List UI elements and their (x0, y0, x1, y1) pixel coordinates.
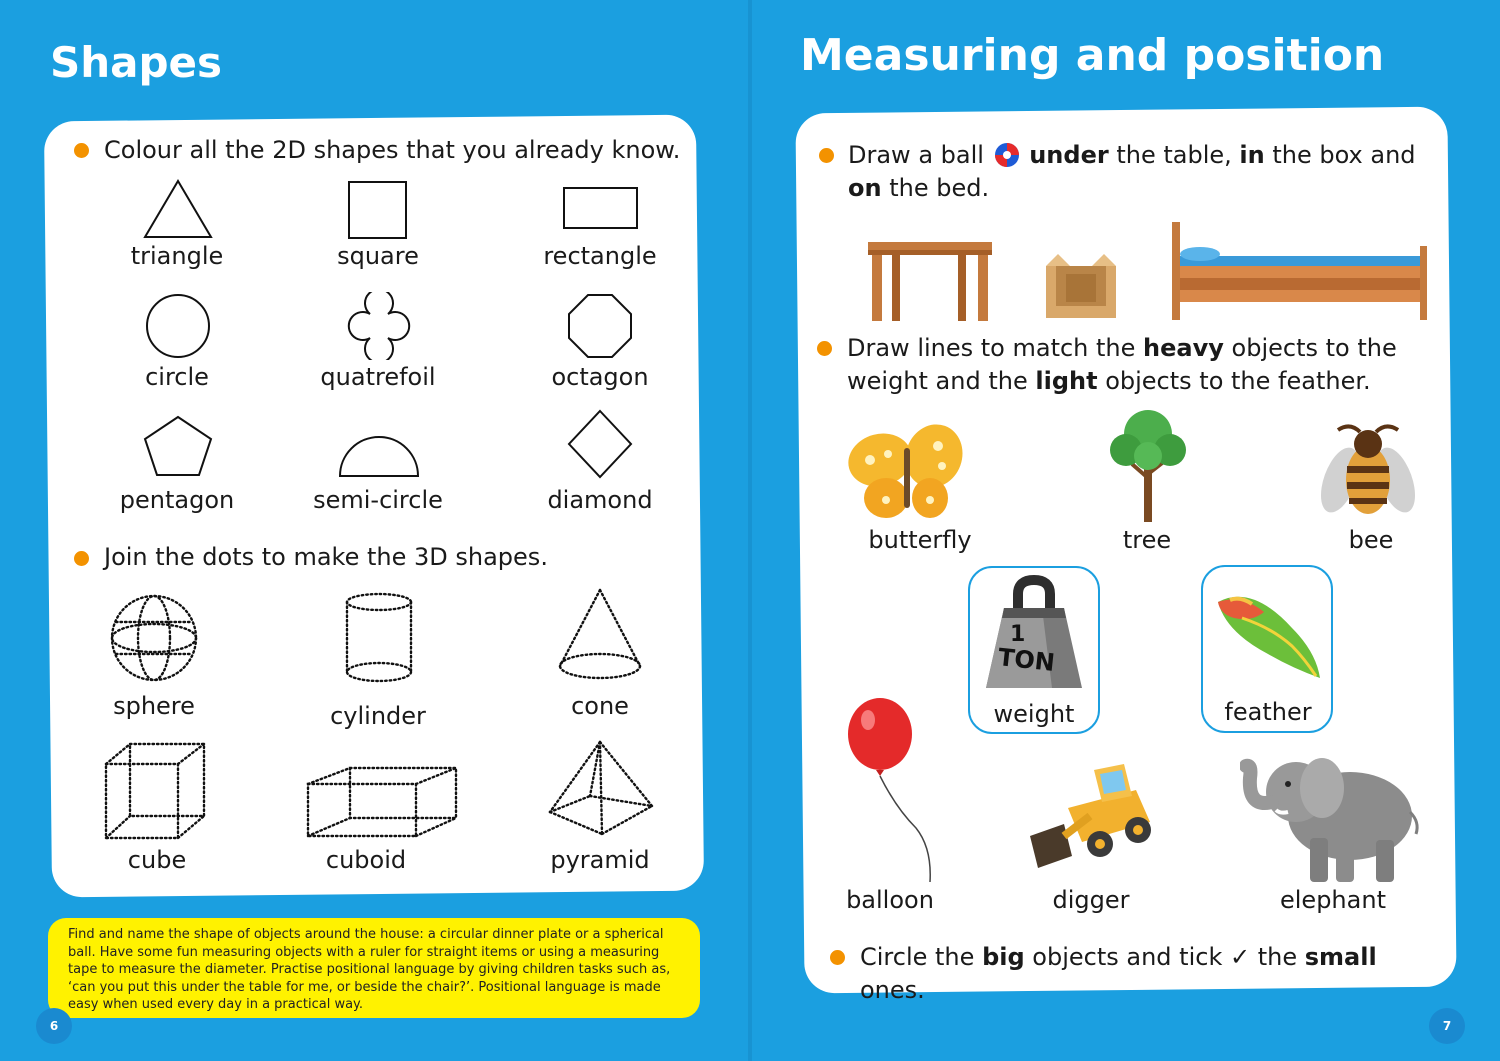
instruction-3d: Join the dots to make the 3D shapes. (104, 543, 548, 571)
shape-label-quatrefoil: quatrefoil (320, 363, 436, 391)
quatrefoil-icon (344, 292, 414, 360)
dotted-cone-icon (554, 586, 646, 684)
bed-icon (1170, 220, 1428, 322)
instruction-weight (847, 332, 1427, 398)
shape-label-circle: circle (145, 363, 209, 391)
object-label-butterfly: butterfly (868, 526, 972, 554)
instruction-size (860, 941, 1440, 1007)
instruction-size-t1: Circle the (860, 943, 975, 971)
instruction-weight-t6: objects to the feather. (1105, 367, 1371, 395)
shape-label-diamond: diamond (547, 486, 653, 514)
shape-label-square: square (337, 242, 419, 270)
triangle-icon (142, 178, 214, 240)
box-icon (1040, 252, 1122, 320)
balloon-icon (846, 698, 938, 884)
parent-tip-box: Find and name the shape of objects around the house: a circular dinner plate or a spherical ball. Have some fun measuring objects with a ruler for straight items or using a measuring tape to measure the diameter. Practise positional language by giving children tasks such as, ‘can you put this under the table for me, or beside the chair?’. Positional language is made easy when used every day in a practical way. (48, 918, 700, 1018)
tree-icon (1106, 406, 1190, 524)
instruction-weight-t1: Draw lines to match the (847, 334, 1136, 362)
shape-label-triangle: triangle (130, 242, 224, 270)
object-label-weight: weight (993, 700, 1075, 728)
shape-label-cube: cube (127, 846, 187, 874)
instruction-weight-t5: light (1035, 367, 1098, 395)
square-icon (347, 180, 409, 240)
dotted-cuboid-icon (304, 764, 462, 840)
instruction-weight-t4: weight and the (847, 367, 1028, 395)
shape-label-rectangle: rectangle (543, 242, 657, 270)
weight-icon-text-2: TON (996, 643, 1057, 677)
instruction-weight-t3: objects to the (1231, 334, 1397, 362)
object-label-feather: feather (1224, 698, 1312, 726)
bullet-dot (830, 950, 845, 965)
page-number-left: 6 (36, 1008, 72, 1044)
shape-label-octagon: octagon (551, 363, 649, 391)
dotted-cylinder-icon (342, 590, 416, 686)
instruction-size-t4: small (1304, 943, 1377, 971)
shape-label-pentagon: pentagon (119, 486, 235, 514)
instruction-position-t3: the table, (1116, 141, 1232, 169)
bullet-dot (817, 341, 832, 356)
dotted-sphere-icon (106, 592, 202, 684)
dotted-cube-icon (102, 740, 210, 842)
instruction-position-t6: on (848, 174, 882, 202)
page-gutter (748, 0, 752, 1061)
elephant-icon (1240, 748, 1424, 884)
instruction-position-t4: in (1239, 141, 1265, 169)
feather-icon (1212, 588, 1324, 682)
page-title-shapes: Shapes (50, 38, 223, 87)
dotted-pyramid-icon (546, 738, 656, 838)
shape-label-sphere: sphere (113, 692, 195, 720)
shape-label-cone: cone (571, 692, 629, 720)
instruction-position-t1: Draw a ball (848, 141, 984, 169)
weight-icon-text-1: 1 (1010, 622, 1026, 647)
semi-circle-icon (337, 434, 421, 478)
instruction-size-t5: ones. (860, 976, 925, 1004)
instruction-position-t2: under (1029, 141, 1109, 169)
instruction-position-t5: the box and (1272, 141, 1416, 169)
shape-label-cuboid: cuboid (325, 846, 407, 874)
object-label-tree: tree (1122, 526, 1172, 554)
object-label-bee: bee (1348, 526, 1394, 554)
instruction-size-t3: objects and tick ✓ the (1032, 943, 1298, 971)
shape-label-pyramid: pyramid (550, 846, 650, 874)
pentagon-icon (142, 414, 214, 478)
bullet-dot (74, 143, 89, 158)
instruction-2d: Colour all the 2D shapes that you already know. (104, 136, 681, 164)
page-title-measuring: Measuring and position (800, 30, 1385, 81)
octagon-icon (566, 292, 634, 360)
instruction-size-t2: big (982, 943, 1025, 971)
circle-icon (144, 292, 212, 360)
diamond-icon (566, 408, 634, 480)
object-label-digger: digger (1052, 886, 1130, 914)
rectangle-icon (562, 186, 640, 230)
instruction-position (848, 139, 1428, 205)
ball-icon (994, 142, 1020, 168)
bullet-dot (819, 148, 834, 163)
instruction-weight-t2: heavy (1143, 334, 1224, 362)
shape-label-semi-circle: semi-circle (313, 486, 443, 514)
object-label-elephant: elephant (1280, 886, 1386, 914)
shape-label-cylinder: cylinder (330, 702, 426, 730)
instruction-position-t7: the bed. (889, 174, 990, 202)
object-label-balloon: balloon (846, 886, 934, 914)
butterfly-icon (846, 420, 968, 524)
bee-icon (1320, 420, 1416, 520)
page-number-right: 7 (1429, 1008, 1465, 1044)
digger-icon (1024, 760, 1158, 872)
bullet-dot (74, 551, 89, 566)
table-icon (866, 240, 994, 322)
